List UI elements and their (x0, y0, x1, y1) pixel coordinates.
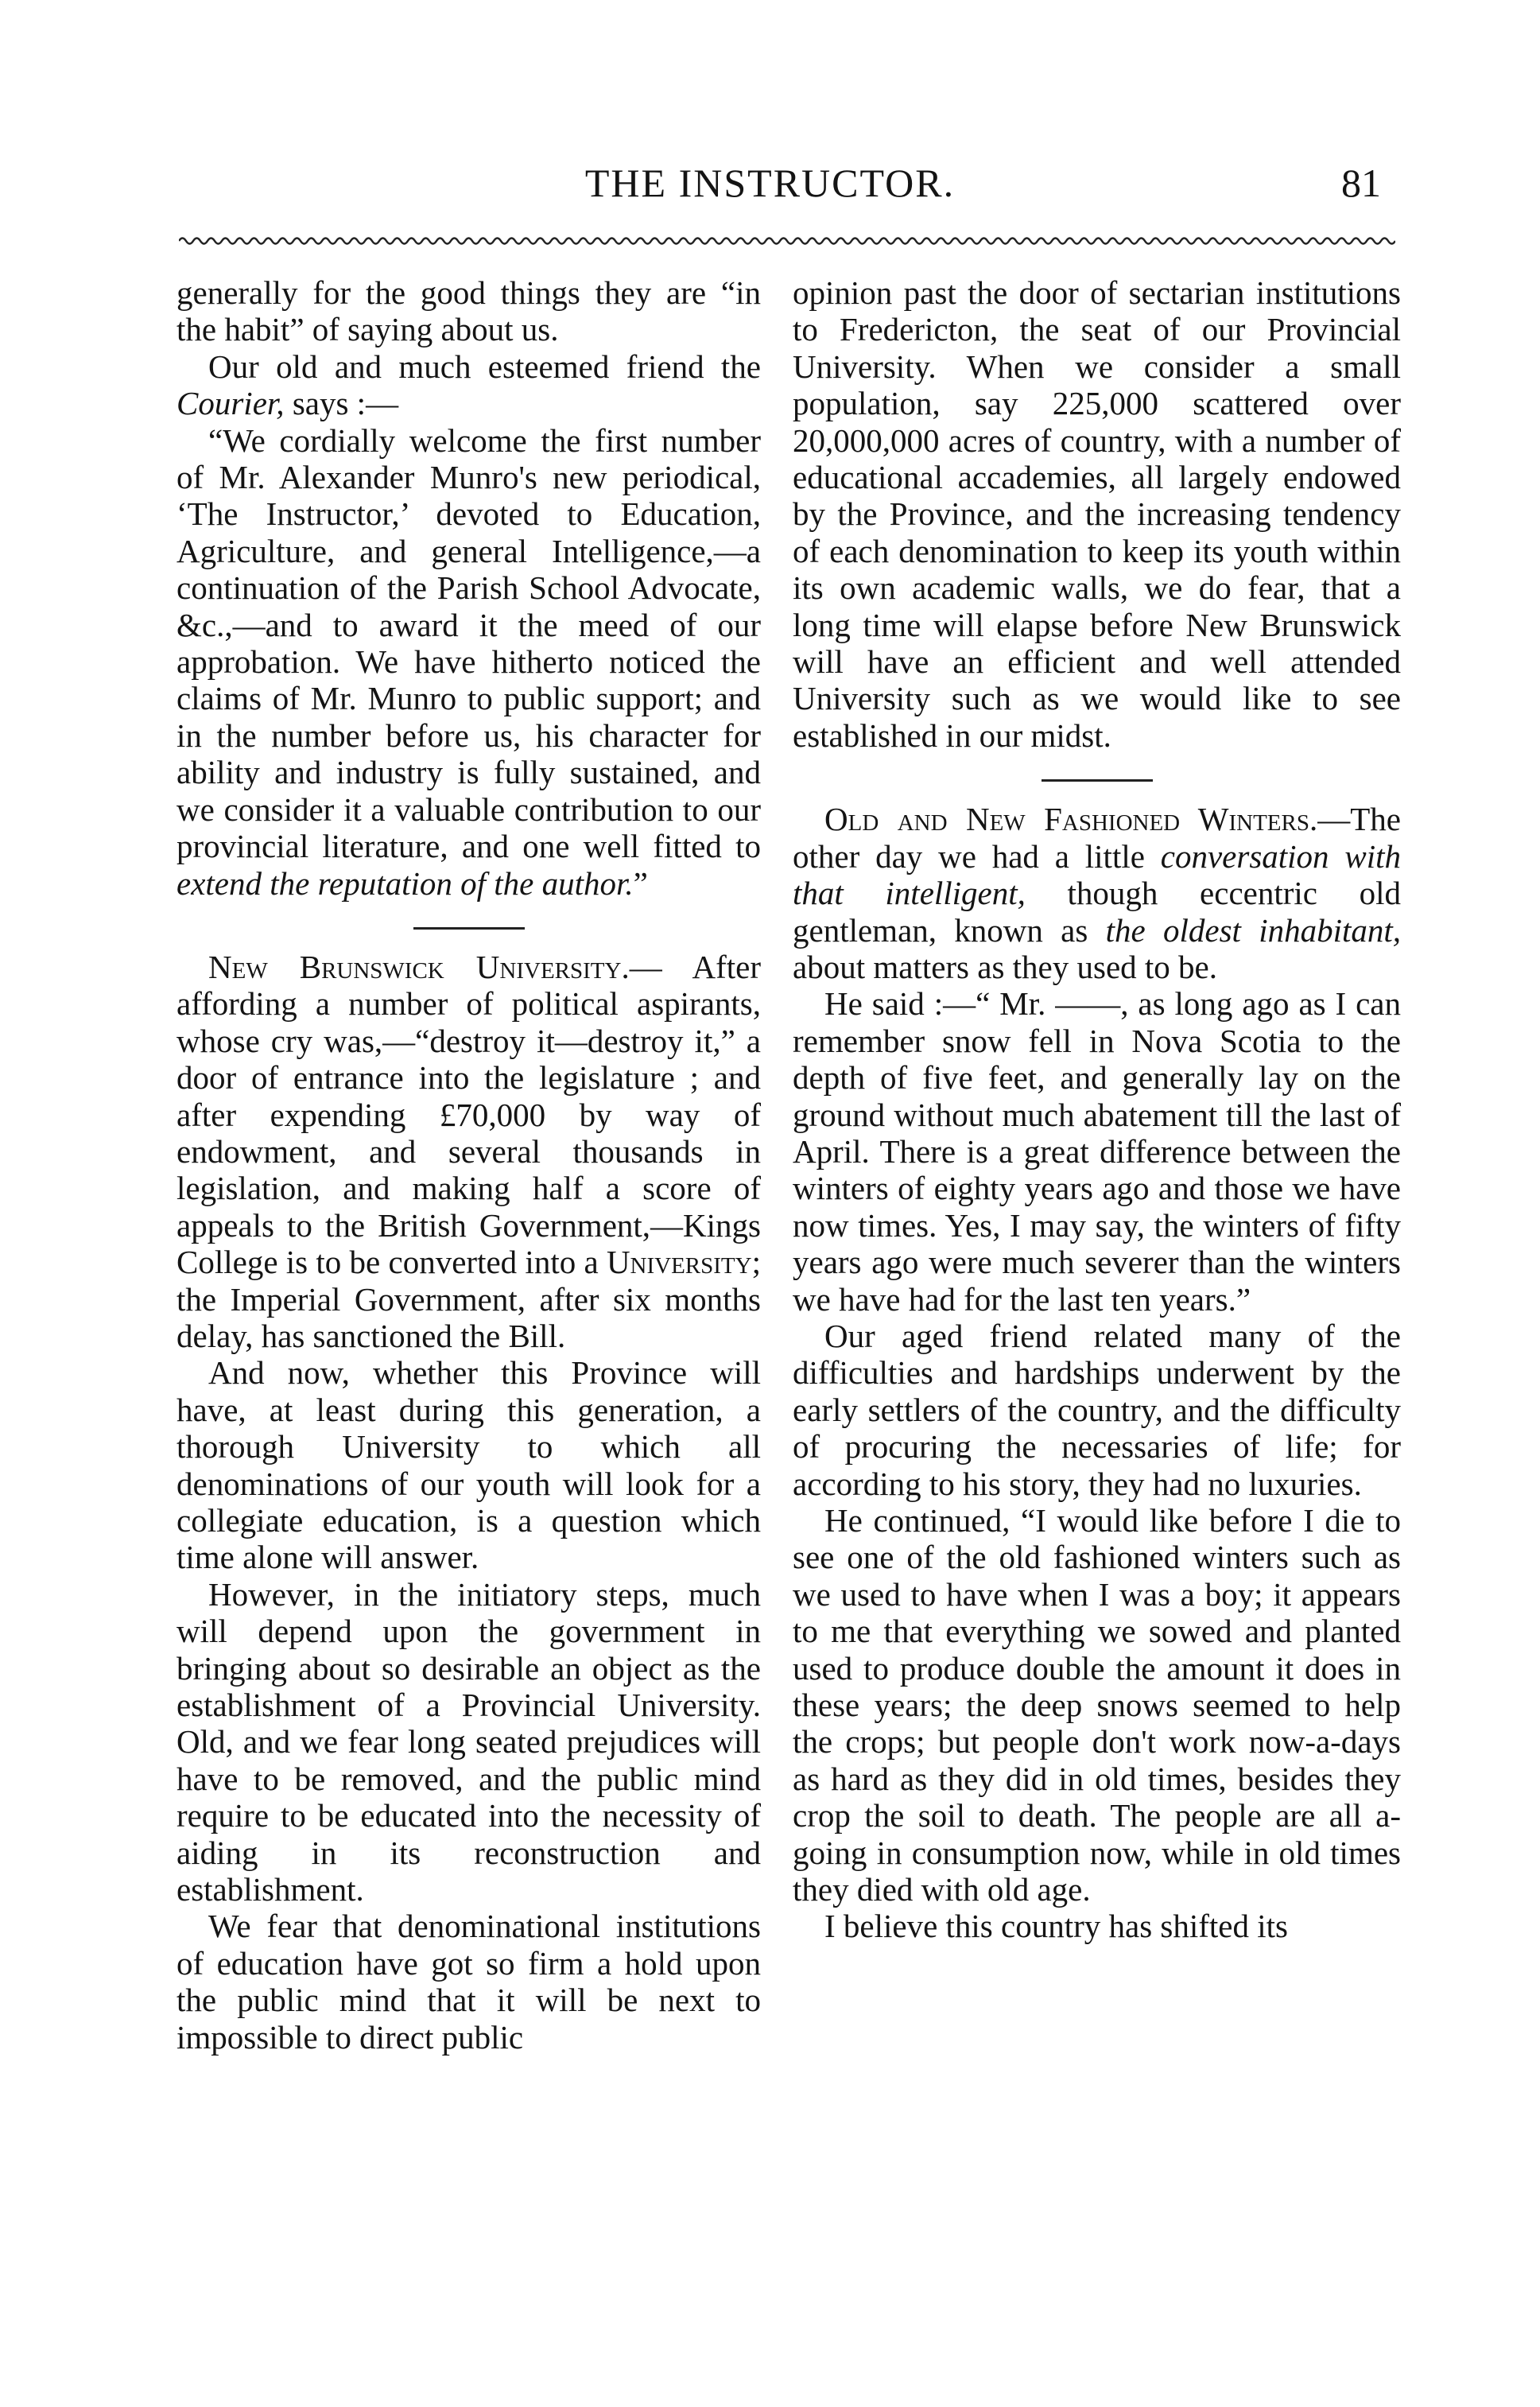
paragraph-country-shifted: I believe this country has shifted its (824, 1908, 1288, 1945)
paragraph-province: And now, whether this Province will have, at least during this generation, a thorough University to which all denominations of our youth will look for a collegiate education, is a question which time alone will answer. (176, 1354, 761, 1576)
paragraph-continuation: generally for the good things they are “in the habit” of saying about us. (176, 274, 761, 348)
section-heading-nb-university: New Brunswick University.— (208, 948, 662, 985)
paragraph-he-continued: He continued, “I would like before I die to see one of the old fashioned winters such as we used to have when I was a boy; it appears to me that everything we sowed and planted used to produce double the amount it does in these years; the deep snows seemed to help the crops; but people don't work now-a-days as hard as they did in old times, besides they crop the soil to death. The people are all a-going in consumption now, while in old times they died with old age. (793, 1502, 1401, 1908)
quote-italic-ending: extend the reputation of the author. (176, 864, 634, 902)
paragraph-he-said: He said :—“ Mr. ——, as long ago as I can remember snow fell in Nova Scotia to the depth of five feet, and generally lay on the ground without much abatement till the last of April. There is a great difference between the winters of eighty years ago and those we have now times. Yes, I may say, the winters of fifty years ago were much severer than the winters we have had for the last ten years.” (793, 985, 1401, 1318)
running-head (0, 159, 1540, 215)
paragraph-nb-university: New Brunswick University.— After affording a number of political aspirants, whose cry was,—“destroy it—destroy it,” a door of entrance into the legislature ; and after expending £70,000 by way of endowment, and several thousands in legislation, and making half a score of appeals to the British Government,—Kings College is to be converted into a University; the Imperial Government, after six months delay, has sanctioned the Bill. (176, 948, 761, 1354)
paragraph-winters: Old and New Fashioned Winters.—The other day we had a little conversation with that intelligent, though eccentric old gentleman, known as the oldest inhabitant, about matters as they used to be. (793, 801, 1402, 985)
running-title: THE INSTRUCTOR. (584, 161, 956, 205)
paragraph-courier-quote: “We cordially welcome the first number of Mr. Alexander Munro's new periodical, ‘The Instructor,’ devoted to Education, Agriculture, and general Intelligence,—a continuation of the Parish School Advocate, &c.,—and to award it the meed of our approbation. We have hitherto noticed the claims of Mr. Munro to public support; and in the number before us, his character for ability and industry is fully sustained, and we consider it a valuable contribution to our provincial literature, and one well fitted to extend the reputation of the author.” (176, 421, 761, 902)
paragraph-aged-friend: Our aged friend related many of the difficulties and hardships underwent by the early settlers of the country, and the difficulty of procuring the necessaries of life; for according to his story, they had no luxuries. (793, 1317, 1401, 1502)
courier-title: Courier, (176, 385, 285, 422)
wavy-rule-divider (179, 231, 1395, 251)
paragraph-continuation-right: opinion past the door of sectarian institutions to Fredericton, the seat of our Provincial University. When we consider a small population, say 225,000 scattered over 20,000,000 acres of country, with a number of educational accademies, all largely endowed by the Province, and the increasing tendency of each denomination to keep its youth within its own academic walls, we do fear, that a long time will elapse before New Brunswick will have an efficient and well attended University such as we would like to see established in our midst. (793, 274, 1401, 754)
section-divider (1042, 779, 1153, 782)
section-heading-winters: Old and New Fashioned Winters. (824, 801, 1318, 838)
page-number: 81 (1341, 161, 1381, 205)
left-column (176, 274, 761, 2056)
section-divider (413, 927, 525, 930)
paragraph-initiatory-steps: However, in the initiatory steps, much will depend upon the government in bringing about so desirable an object as the establishment of a Provincial University. Old, and we fear long seated prejudices will have to be removed, and the public mind require to be educated into the necessity of aiding in its reconstruction and establishment. (176, 1575, 761, 1908)
paragraph-denominational: We fear that denominational institutions of education have got so firm a hold upon the public mind that it will be next to impossible to direct public (176, 1908, 761, 2056)
right-column (793, 274, 1401, 1945)
paragraph-courier-intro: Our old and much esteemed friend the Courier, says :— (176, 347, 761, 422)
